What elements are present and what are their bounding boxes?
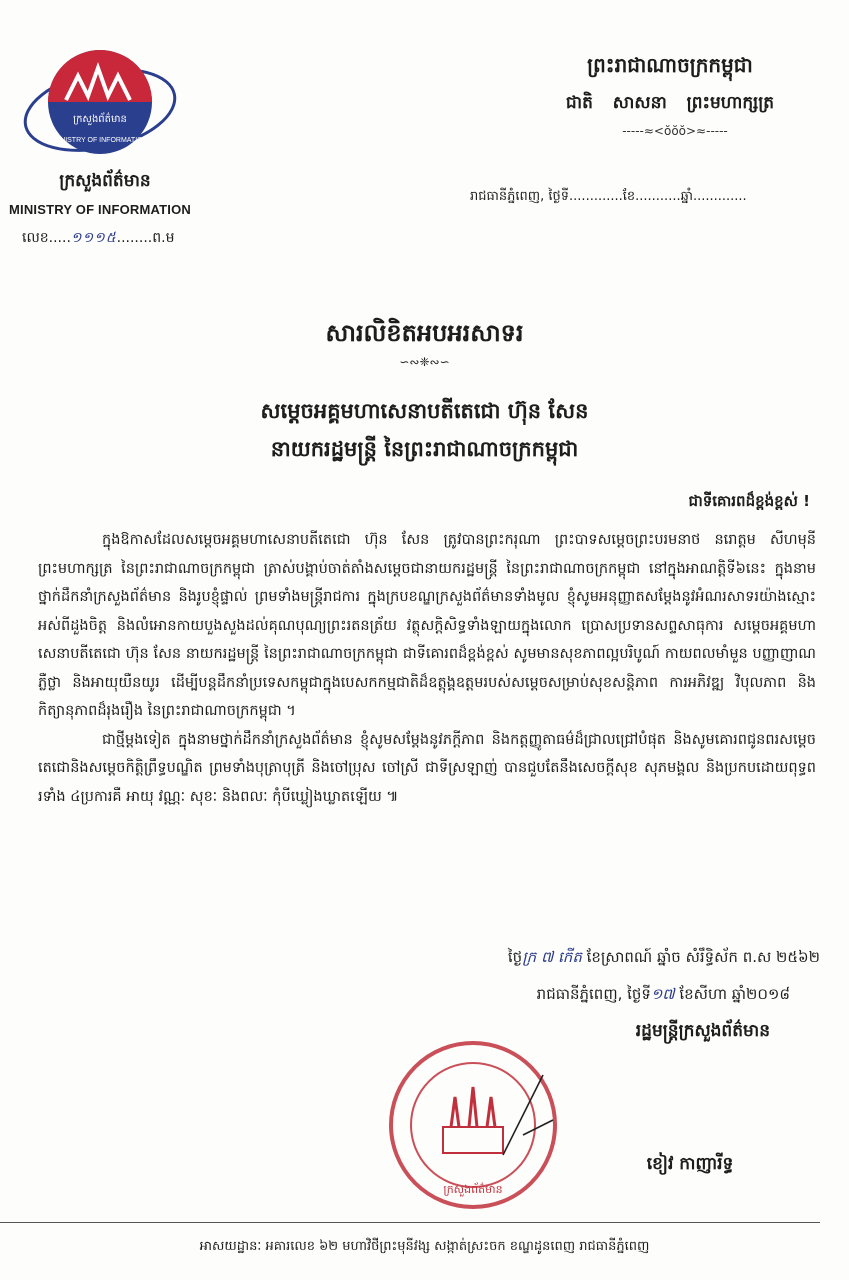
seal-text: ក្រសួងព័ត៌មាន (443, 1183, 503, 1196)
body-paragraph-1: ក្នុងឱកាសដែលសម្តេចអគ្គមហាសេនាបតីតេជោ ហ៊ុន សែន ត្រូវបានព្រះករុណា ព្រះបាទសម្តេចព្រះបរមនាថ នរោត្តម សីហមុនី ព្រះមហាក្សត្រ នៃព្រះរាជាណាចក្រកម្ពុជា ត្រាស់បង្គាប់ចាត់តាំងសម្តេចជានាយករដ្ឋមន្ត្រី នៃព្រះរាជាណាចក្រកម្ពុជា នៅក្នុងអាណត្តិទី៦នេះ ក្នុងនាមថ្នាក់ដឹកនាំក្រសួងព័ត៌មាន និងរូបខ្ញុំផ្ទាល់ ព្រមទាំងមន្ត្រីរាជការ ក្នុងក្របខណ្ឌក្រសួងព័ត៌មានទាំងមូល ខ្ញុំសូមអនុញ្ញាតសម្តែងនូវអំណរសាទរយ៉ាងស្មោះអស់ពីដួងចិត្ត និងលំអោនកាយបួងសួងដល់គុណបុណ្យព្រះរតនត្រ័យ វត្ថុសក្តិសិទ្ធទាំងឡាយក្នុងលោក ប្រោសប្រទានសព្ទសាធុការ សម្តេចអគ្គមហាសេនាបតីតេជោ ហ៊ុន សែន នាយករដ្ឋមន្ត្រី នៃព្រះរាជាណាចក្រកម្ពុជា ជាទីគោរពដ៏ខ្ពង់ខ្ពស់ សូមមានសុខភាពល្អបរិបូណ៍ កាយពលមាំមួន បញ្ញាញាណភ្លឺថ្លា និងអាយុយឺនយូរ ដើម្បីបន្តដឹកនាំប្រទេសកម្ពុជាក្នុងបេសកកម្មជាតិដ៏ឧត្តុង្គឧត្តមរបស់សម្តេចសម្រាប់សុខសន្តិភាព ការអភិវឌ្ឍ វិបុលភាព និងកិត្យានុភាពដ៏រុងរឿង នៃព្រះរាជាណាចក្រកម្ពុជា ។ (38, 532, 816, 719)
reference-number (22, 228, 174, 249)
body-paragraph-2: ជាថ្មីម្តងទៀត ក្នុងនាមថ្នាក់ដឹកនាំក្រសួងព័ត៌មាន ខ្ញុំសូមសម្តែងនូវភក្តីភាព និងកត្តញ្ញូតាធម៌ដ៏ជ្រាលជ្រៅបំផុត និងសូមគោរពជូនពរសម្តេចតេជោនិងសម្តេចកិត្តិព្រឹទ្ធបណ្ឌិត ព្រមទាំងបុត្រាបុត្រី និងចៅប្រុស ចៅស្រី ជាទីស្រឡាញ់ បានជួបតែនឹងសេចក្តីសុខ សុភមង្គល និងប្រកបដោយពុទ្ធពរទាំង ៤ប្រការគឺ អាយុ វណ្ណៈ សុខៈ និងពលៈ កុំបីឃ្លៀងឃ្លាតឡើយ ៕ (38, 731, 816, 805)
ministry-logo-emblem (18, 38, 183, 178)
seal-stamp (383, 1035, 563, 1215)
footer-address: អាសយដ្ឋានៈ អគារលេខ ៦២ មហាវិថីព្រះមុនីវង្ស សង្កាត់ស្រះចក ខណ្ឌដូនពេញ រាជធានីភ្នំពេញ (199, 1239, 650, 1254)
lunar-date (440, 948, 820, 970)
signatory-name: ខៀវ កាញារីទ្ធ (646, 1154, 734, 1174)
ref-prefix: លេខ..... (22, 230, 71, 246)
signatory-position: រដ្ឋមន្ត្រីក្រសួងព័ត៌មាន (635, 1021, 770, 1041)
national-motto: ជាតិ សាសនា ព្រះមហាក្សត្រ (565, 93, 775, 113)
solar-date-suffix: ខែសីហា ឆ្នាំ២០១៨ (674, 985, 790, 1003)
recipient-line-2: នាយករដ្ឋមន្ត្រី នៃព្រះរាជាណាចក្រកម្ពុជា (270, 437, 579, 461)
title-ornament: ∽∾❈∾∽ (399, 355, 450, 369)
heading-ornament: -----≈<ŏŏŏ>≈----- (622, 124, 728, 138)
recipient-line-1: សម្តេចអគ្គមហាសេនាបតីតេជោ ហ៊ុន សែន (260, 399, 589, 423)
logo-ring-text: MINISTRY OF INFORMATION (52, 137, 148, 144)
logo-inner-text: ក្រសួងព័ត៌មាន (73, 114, 127, 125)
letter-title: សារលិខិតអបអរសាទរ (325, 319, 524, 347)
lunar-date-rest: ខែស្រាពណ៍ ឆ្នាំច សំរឹទ្ធិស័ក ព.ស ២៥៦២ (581, 948, 820, 966)
ministry-logo (18, 38, 183, 183)
blank-dateline: រាជធានីភ្នំពេញ, ថ្ងៃទី.............ខែ...........ឆ្នាំ............. (470, 189, 747, 204)
letter-body (38, 526, 816, 811)
kingdom-heading: ព្រះរាជាណាចក្រកម្ពុជា (587, 53, 753, 77)
solar-date-day: ១៧ (650, 985, 675, 1003)
salutation: ជាទីគោរពដ៏ខ្ពង់ខ្ពស់ ! (688, 492, 810, 510)
lunar-date-handwritten: ក្រ ៧ កើត (522, 948, 582, 966)
ministry-name-kh: ក្រសួងព័ត៌មាន (59, 171, 151, 191)
ministry-name-en: MINISTRY OF INFORMATION (8, 202, 192, 217)
solar-date-prefix: រាជធានីភ្នំពេញ, ថ្ងៃទី (536, 985, 651, 1003)
ref-suffix: ........ព.ម (116, 230, 175, 246)
lunar-date-prefix: ថ្ងៃ (507, 948, 523, 966)
ref-number-handwritten: ១១១៥ (70, 230, 117, 246)
official-seal (383, 1035, 563, 1215)
footer-divider (0, 1222, 820, 1223)
solar-date (430, 985, 790, 1007)
